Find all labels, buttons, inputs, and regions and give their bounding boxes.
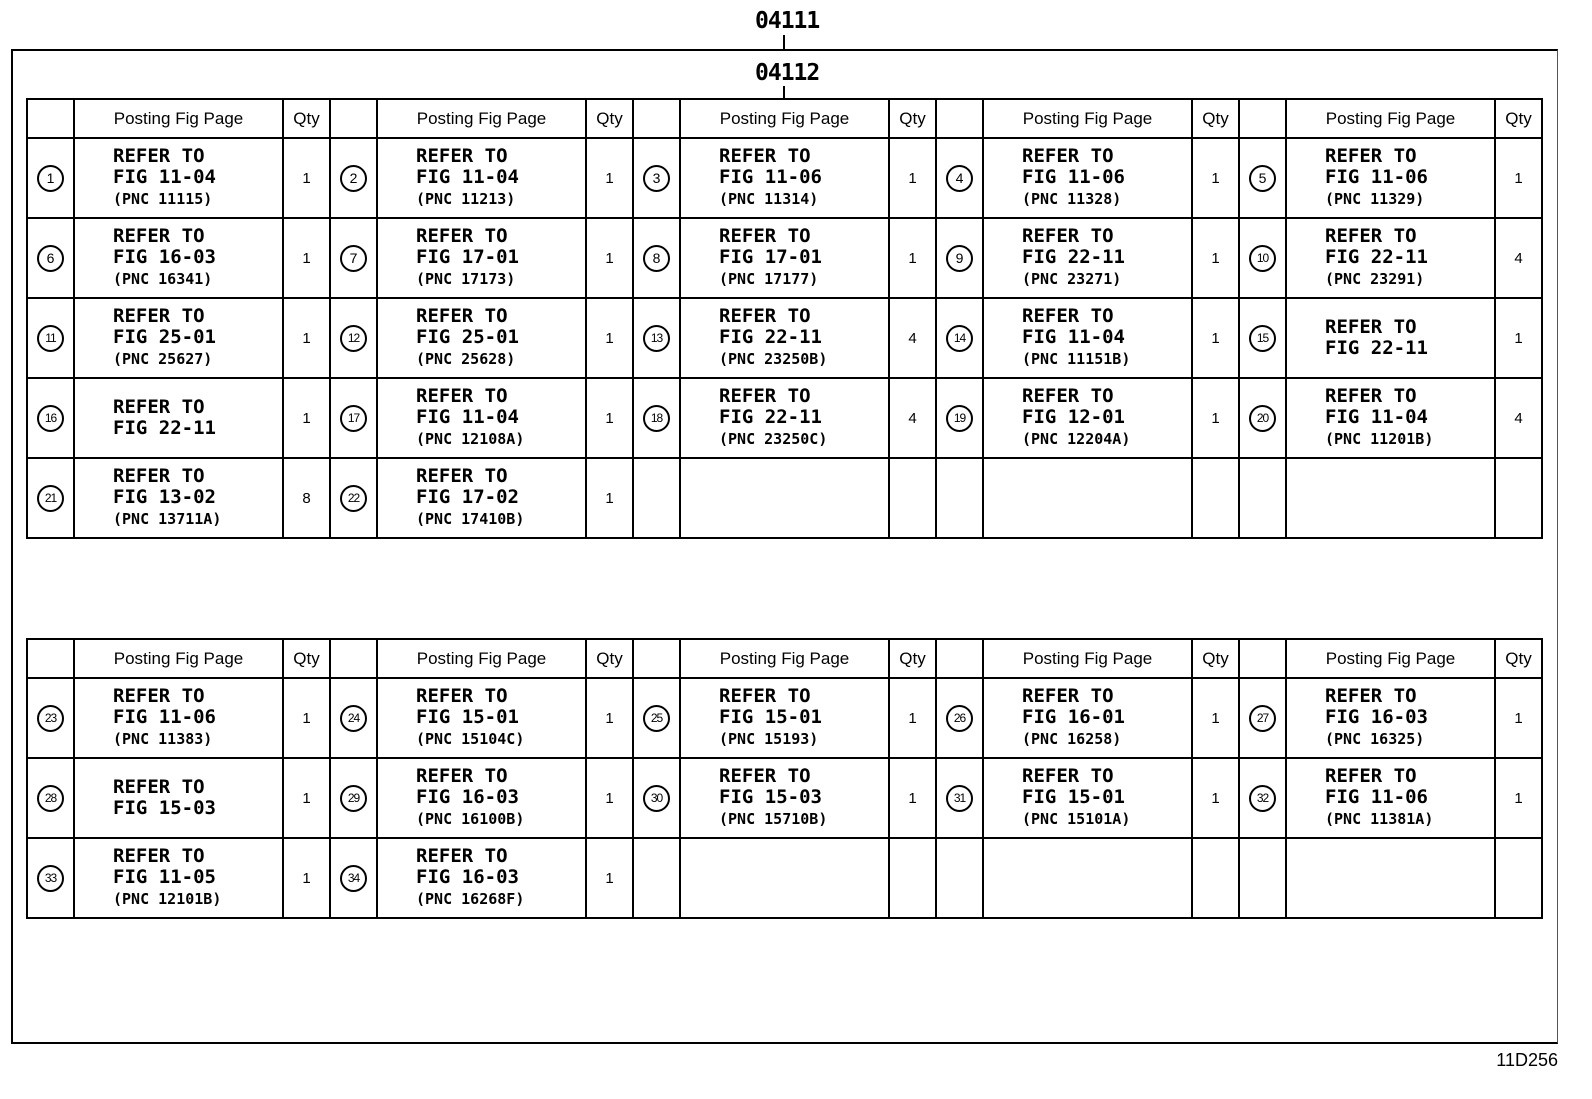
reference-cell: [983, 758, 1192, 838]
pnc-text: (PNC 15104C): [416, 730, 525, 748]
refer-to-text: REFER TO: [719, 225, 811, 247]
header-ref-cell: Posting Fig Page: [680, 99, 889, 138]
item-number-cell: [330, 678, 377, 758]
item-number-cell: [27, 138, 74, 218]
item-number-badge: 17: [340, 405, 367, 432]
reference-cell: [377, 678, 586, 758]
header-num-cell: [633, 639, 680, 678]
reference-cell: [983, 838, 1192, 918]
refer-to-text: REFER TO: [719, 305, 811, 327]
item-number-cell: [936, 458, 983, 538]
item-number-badge: 21: [37, 485, 64, 512]
reference-cell: [74, 678, 283, 758]
item-number-badge: 34: [340, 865, 367, 892]
fig-reference-text: FIG 11-04: [1022, 326, 1125, 348]
quantity-cell: [1192, 458, 1239, 538]
item-number-badge: 13: [643, 325, 670, 352]
fig-reference-text: FIG 22-11: [719, 326, 822, 348]
fig-reference-text: FIG 16-01: [1022, 706, 1125, 728]
refer-to-text: REFER TO: [113, 465, 205, 487]
item-number-cell: [27, 758, 74, 838]
reference-cell: [680, 218, 889, 298]
pnc-text: (PNC 23291): [1325, 270, 1425, 288]
item-number-badge: 9: [946, 245, 973, 272]
header-qty-cell: Qty: [1192, 99, 1239, 138]
pnc-text: (PNC 12101B): [113, 890, 222, 908]
quantity-cell: 4: [889, 298, 936, 378]
item-number-cell: [27, 298, 74, 378]
refer-to-text: REFER TO: [416, 385, 508, 407]
item-number-cell: [330, 838, 377, 918]
fig-reference-text: FIG 16-03: [113, 246, 216, 268]
refer-to-text: REFER TO: [1022, 305, 1114, 327]
fig-reference-text: FIG 15-01: [416, 706, 519, 728]
fig-reference-text: FIG 11-06: [1325, 166, 1428, 188]
quantity-cell: 1: [586, 378, 633, 458]
pnc-text: (PNC 11213): [416, 190, 516, 208]
pnc-text: (PNC 13711A): [113, 510, 222, 528]
pnc-text: (PNC 11151B): [1022, 350, 1131, 368]
item-number-cell: [936, 378, 983, 458]
reference-cell: [680, 678, 889, 758]
reference-cell: [74, 218, 283, 298]
header-ref-cell: Posting Fig Page: [1286, 639, 1495, 678]
fig-reference-text: FIG 11-04: [113, 166, 216, 188]
fig-reference-text: FIG 15-01: [1022, 786, 1125, 808]
reference-table-1: [26, 98, 1543, 539]
reference-cell: [983, 678, 1192, 758]
quantity-cell: 1: [283, 678, 330, 758]
item-number-cell: [27, 838, 74, 918]
refer-to-text: REFER TO: [1022, 385, 1114, 407]
refer-to-text: REFER TO: [113, 396, 205, 418]
fig-reference-text: FIG 16-03: [416, 786, 519, 808]
header-qty-cell: Qty: [283, 99, 330, 138]
refer-to-text: REFER TO: [1325, 385, 1417, 407]
refer-to-text: REFER TO: [1022, 765, 1114, 787]
quantity-cell: [889, 838, 936, 918]
refer-to-text: REFER TO: [416, 465, 508, 487]
fig-reference-text: FIG 11-04: [416, 166, 519, 188]
pnc-text: (PNC 25627): [113, 350, 213, 368]
reference-cell: [680, 458, 889, 538]
item-number-cell: [330, 758, 377, 838]
item-number-cell: [330, 298, 377, 378]
table-row: [27, 218, 1542, 298]
item-number-badge: 4: [946, 165, 973, 192]
refer-to-text: REFER TO: [416, 145, 508, 167]
item-number-badge: 29: [340, 785, 367, 812]
refer-to-text: REFER TO: [113, 845, 205, 867]
quantity-cell: 1: [1192, 378, 1239, 458]
quantity-cell: 1: [283, 378, 330, 458]
pnc-text: (PNC 17177): [719, 270, 819, 288]
item-number-badge: 12: [340, 325, 367, 352]
reference-cell: [1286, 378, 1495, 458]
reference-cell: [680, 838, 889, 918]
item-number-badge: 33: [37, 865, 64, 892]
top-connector-line: [783, 35, 785, 49]
refer-to-text: REFER TO: [113, 776, 205, 798]
reference-cell: [74, 458, 283, 538]
fig-reference-text: FIG 17-01: [416, 246, 519, 268]
item-number-badge: 26: [946, 705, 973, 732]
fig-reference-text: FIG 22-11: [113, 417, 216, 439]
quantity-cell: 1: [283, 138, 330, 218]
refer-to-text: REFER TO: [113, 225, 205, 247]
pnc-text: (PNC 11328): [1022, 190, 1122, 208]
item-number-badge: 19: [946, 405, 973, 432]
item-number-cell: [633, 458, 680, 538]
item-number-badge: 28: [37, 785, 64, 812]
item-number-cell: [330, 378, 377, 458]
reference-cell: [377, 218, 586, 298]
pnc-text: (PNC 11383): [113, 730, 213, 748]
item-number-cell: [330, 218, 377, 298]
item-number-cell: [936, 838, 983, 918]
item-number-badge: 2: [340, 165, 367, 192]
header-qty-cell: Qty: [283, 639, 330, 678]
reference-cell: [1286, 678, 1495, 758]
header-qty-cell: Qty: [889, 99, 936, 138]
reference-cell: [377, 458, 586, 538]
item-number-badge: 27: [1249, 705, 1276, 732]
item-number-cell: [633, 378, 680, 458]
quantity-cell: [1495, 458, 1542, 538]
pnc-text: (PNC 15101A): [1022, 810, 1131, 828]
reference-cell: [74, 138, 283, 218]
pnc-text: (PNC 12204A): [1022, 430, 1131, 448]
fig-reference-text: FIG 12-01: [1022, 406, 1125, 428]
reference-table-2: [26, 638, 1543, 919]
reference-cell: [983, 458, 1192, 538]
header-ref-cell: Posting Fig Page: [1286, 99, 1495, 138]
refer-to-text: REFER TO: [113, 685, 205, 707]
refer-to-text: REFER TO: [1325, 685, 1417, 707]
quantity-cell: 1: [1192, 758, 1239, 838]
header-num-cell: [1239, 99, 1286, 138]
quantity-cell: [1495, 838, 1542, 918]
item-number-cell: [27, 678, 74, 758]
reference-cell: [377, 298, 586, 378]
item-number-cell: [936, 218, 983, 298]
table-header-row: [27, 639, 1542, 678]
header-ref-cell: Posting Fig Page: [983, 639, 1192, 678]
quantity-cell: 1: [1192, 138, 1239, 218]
reference-cell: [74, 838, 283, 918]
table-row: [27, 838, 1542, 918]
pnc-text: (PNC 11201B): [1325, 430, 1434, 448]
fig-reference-text: FIG 22-11: [1022, 246, 1125, 268]
pnc-text: (PNC 23250C): [719, 430, 828, 448]
fig-reference-text: FIG 11-04: [1325, 406, 1428, 428]
pnc-text: (PNC 11329): [1325, 190, 1425, 208]
quantity-cell: [889, 458, 936, 538]
reference-cell: [377, 758, 586, 838]
fig-reference-text: FIG 16-03: [416, 866, 519, 888]
item-number-badge: 5: [1249, 165, 1276, 192]
item-number-cell: [1239, 218, 1286, 298]
quantity-cell: 4: [889, 378, 936, 458]
quantity-cell: 1: [889, 218, 936, 298]
quantity-cell: 1: [1192, 678, 1239, 758]
item-number-badge: 11: [37, 325, 64, 352]
header-qty-cell: Qty: [889, 639, 936, 678]
reference-cell: [983, 218, 1192, 298]
item-number-badge: 15: [1249, 325, 1276, 352]
table-row: [27, 458, 1542, 538]
header-ref-cell: Posting Fig Page: [983, 99, 1192, 138]
header-num-cell: [1239, 639, 1286, 678]
item-number-cell: [633, 138, 680, 218]
item-number-cell: [1239, 838, 1286, 918]
reference-cell: [680, 378, 889, 458]
quantity-cell: 1: [283, 758, 330, 838]
pnc-text: (PNC 16258): [1022, 730, 1122, 748]
refer-to-text: REFER TO: [416, 765, 508, 787]
reference-cell: [680, 758, 889, 838]
item-number-cell: [27, 378, 74, 458]
header-num-cell: [27, 99, 74, 138]
item-number-cell: [330, 458, 377, 538]
refer-to-text: REFER TO: [719, 765, 811, 787]
item-number-cell: [1239, 758, 1286, 838]
item-number-badge: 6: [37, 245, 64, 272]
pnc-text: (PNC 15193): [719, 730, 819, 748]
header-ref-cell: Posting Fig Page: [74, 99, 283, 138]
item-number-cell: [1239, 298, 1286, 378]
item-number-cell: [936, 678, 983, 758]
fig-reference-text: FIG 11-04: [416, 406, 519, 428]
reference-cell: [983, 138, 1192, 218]
item-number-cell: [633, 298, 680, 378]
item-number-badge: 23: [37, 705, 64, 732]
refer-to-text: REFER TO: [1325, 316, 1417, 338]
item-number-badge: 30: [643, 785, 670, 812]
fig-reference-text: FIG 11-06: [719, 166, 822, 188]
item-number-badge: 7: [340, 245, 367, 272]
quantity-cell: 1: [586, 678, 633, 758]
refer-to-text: REFER TO: [719, 385, 811, 407]
reference-cell: [74, 298, 283, 378]
header-ref-cell: Posting Fig Page: [377, 99, 586, 138]
item-number-cell: [936, 298, 983, 378]
pnc-text: (PNC 16341): [113, 270, 213, 288]
item-number-cell: [1239, 678, 1286, 758]
quantity-cell: 1: [586, 458, 633, 538]
item-number-badge: 20: [1249, 405, 1276, 432]
table-row: [27, 378, 1542, 458]
reference-cell: [983, 298, 1192, 378]
drawing-id: 11D256: [1496, 1050, 1558, 1070]
fig-reference-text: FIG 11-06: [1325, 786, 1428, 808]
quantity-cell: 1: [283, 298, 330, 378]
table-row: [27, 138, 1542, 218]
quantity-cell: 1: [586, 138, 633, 218]
header-qty-cell: Qty: [1495, 99, 1542, 138]
pnc-text: (PNC 11115): [113, 190, 213, 208]
refer-to-text: REFER TO: [113, 305, 205, 327]
item-number-badge: 18: [643, 405, 670, 432]
quantity-cell: 8: [283, 458, 330, 538]
refer-to-text: REFER TO: [416, 685, 508, 707]
item-number-badge: 32: [1249, 785, 1276, 812]
quantity-cell: 1: [889, 678, 936, 758]
item-number-badge: 24: [340, 705, 367, 732]
fig-reference-text: FIG 15-01: [719, 706, 822, 728]
pnc-text: (PNC 11381A): [1325, 810, 1434, 828]
reference-cell: [74, 378, 283, 458]
item-number-cell: [1239, 458, 1286, 538]
refer-to-text: REFER TO: [1022, 685, 1114, 707]
refer-to-text: REFER TO: [1325, 765, 1417, 787]
reference-cell: [1286, 458, 1495, 538]
header-num-cell: [330, 639, 377, 678]
pnc-text: (PNC 15710B): [719, 810, 828, 828]
fig-reference-text: FIG 15-03: [719, 786, 822, 808]
item-number-cell: [1239, 378, 1286, 458]
fig-reference-text: FIG 11-06: [1022, 166, 1125, 188]
header-num-cell: [936, 99, 983, 138]
pnc-text: (PNC 25628): [416, 350, 516, 368]
refer-to-text: REFER TO: [719, 145, 811, 167]
fig-reference-text: FIG 16-03: [1325, 706, 1428, 728]
pnc-text: (PNC 17173): [416, 270, 516, 288]
top-code-label: 04111: [755, 8, 820, 34]
item-number-cell: [633, 838, 680, 918]
pnc-text: (PNC 12108A): [416, 430, 525, 448]
reference-cell: [1286, 138, 1495, 218]
item-number-cell: [27, 458, 74, 538]
refer-to-text: REFER TO: [416, 845, 508, 867]
reference-cell: [377, 378, 586, 458]
quantity-cell: 1: [1495, 138, 1542, 218]
refer-to-text: REFER TO: [1022, 145, 1114, 167]
pnc-text: (PNC 16325): [1325, 730, 1425, 748]
reference-cell: [1286, 218, 1495, 298]
item-number-badge: 1: [37, 165, 64, 192]
quantity-cell: 1: [586, 758, 633, 838]
item-number-badge: 14: [946, 325, 973, 352]
reference-cell: [1286, 298, 1495, 378]
fig-reference-text: FIG 17-01: [719, 246, 822, 268]
header-num-cell: [27, 639, 74, 678]
quantity-cell: 4: [1495, 218, 1542, 298]
reference-cell: [983, 378, 1192, 458]
quantity-cell: 1: [283, 218, 330, 298]
item-number-badge: 8: [643, 245, 670, 272]
refer-to-text: REFER TO: [719, 685, 811, 707]
fig-reference-text: FIG 22-11: [1325, 337, 1428, 359]
quantity-cell: 1: [1495, 758, 1542, 838]
item-number-badge: 3: [643, 165, 670, 192]
reference-cell: [377, 838, 586, 918]
fig-reference-text: FIG 15-03: [113, 797, 216, 819]
header-ref-cell: Posting Fig Page: [377, 639, 586, 678]
inner-code-label: 04112: [755, 60, 820, 86]
item-number-cell: [27, 218, 74, 298]
quantity-cell: 1: [586, 218, 633, 298]
fig-reference-text: FIG 11-05: [113, 866, 216, 888]
item-number-cell: [330, 138, 377, 218]
pnc-text: (PNC 23250B): [719, 350, 828, 368]
quantity-cell: 1: [1192, 298, 1239, 378]
reference-cell: [680, 298, 889, 378]
header-qty-cell: Qty: [586, 639, 633, 678]
refer-to-text: REFER TO: [1325, 145, 1417, 167]
table-row: [27, 758, 1542, 838]
item-number-badge: 22: [340, 485, 367, 512]
quantity-cell: [1192, 838, 1239, 918]
header-num-cell: [633, 99, 680, 138]
reference-cell: [1286, 838, 1495, 918]
item-number-cell: [936, 758, 983, 838]
header-ref-cell: Posting Fig Page: [680, 639, 889, 678]
quantity-cell: 1: [586, 838, 633, 918]
table-row: [27, 298, 1542, 378]
pnc-text: (PNC 16100B): [416, 810, 525, 828]
pnc-text: (PNC 23271): [1022, 270, 1122, 288]
table-row: [27, 678, 1542, 758]
item-number-badge: 31: [946, 785, 973, 812]
table-header-row: [27, 99, 1542, 138]
fig-reference-text: FIG 22-11: [719, 406, 822, 428]
refer-to-text: REFER TO: [113, 145, 205, 167]
reference-cell: [680, 138, 889, 218]
reference-cell: [377, 138, 586, 218]
header-qty-cell: Qty: [586, 99, 633, 138]
header-qty-cell: Qty: [1192, 639, 1239, 678]
quantity-cell: 1: [283, 838, 330, 918]
refer-to-text: REFER TO: [416, 225, 508, 247]
item-number-cell: [1239, 138, 1286, 218]
pnc-text: (PNC 11314): [719, 190, 819, 208]
fig-reference-text: FIG 25-01: [416, 326, 519, 348]
fig-reference-text: FIG 25-01: [113, 326, 216, 348]
item-number-badge: 10: [1249, 245, 1276, 272]
quantity-cell: 1: [889, 758, 936, 838]
refer-to-text: REFER TO: [1022, 225, 1114, 247]
refer-to-text: REFER TO: [1325, 225, 1417, 247]
header-qty-cell: Qty: [1495, 639, 1542, 678]
reference-cell: [1286, 758, 1495, 838]
fig-reference-text: FIG 22-11: [1325, 246, 1428, 268]
reference-cell: [74, 758, 283, 838]
header-num-cell: [936, 639, 983, 678]
item-number-badge: 16: [37, 405, 64, 432]
item-number-badge: 25: [643, 705, 670, 732]
item-number-cell: [633, 678, 680, 758]
item-number-cell: [633, 758, 680, 838]
quantity-cell: 1: [586, 298, 633, 378]
refer-to-text: REFER TO: [416, 305, 508, 327]
pnc-text: (PNC 17410B): [416, 510, 525, 528]
fig-reference-text: FIG 13-02: [113, 486, 216, 508]
quantity-cell: 1: [1192, 218, 1239, 298]
quantity-cell: 1: [1495, 678, 1542, 758]
item-number-cell: [633, 218, 680, 298]
fig-reference-text: FIG 17-02: [416, 486, 519, 508]
header-num-cell: [330, 99, 377, 138]
pnc-text: (PNC 16268F): [416, 890, 525, 908]
item-number-cell: [936, 138, 983, 218]
quantity-cell: 1: [1495, 298, 1542, 378]
quantity-cell: 4: [1495, 378, 1542, 458]
quantity-cell: 1: [889, 138, 936, 218]
header-ref-cell: Posting Fig Page: [74, 639, 283, 678]
fig-reference-text: FIG 11-06: [113, 706, 216, 728]
